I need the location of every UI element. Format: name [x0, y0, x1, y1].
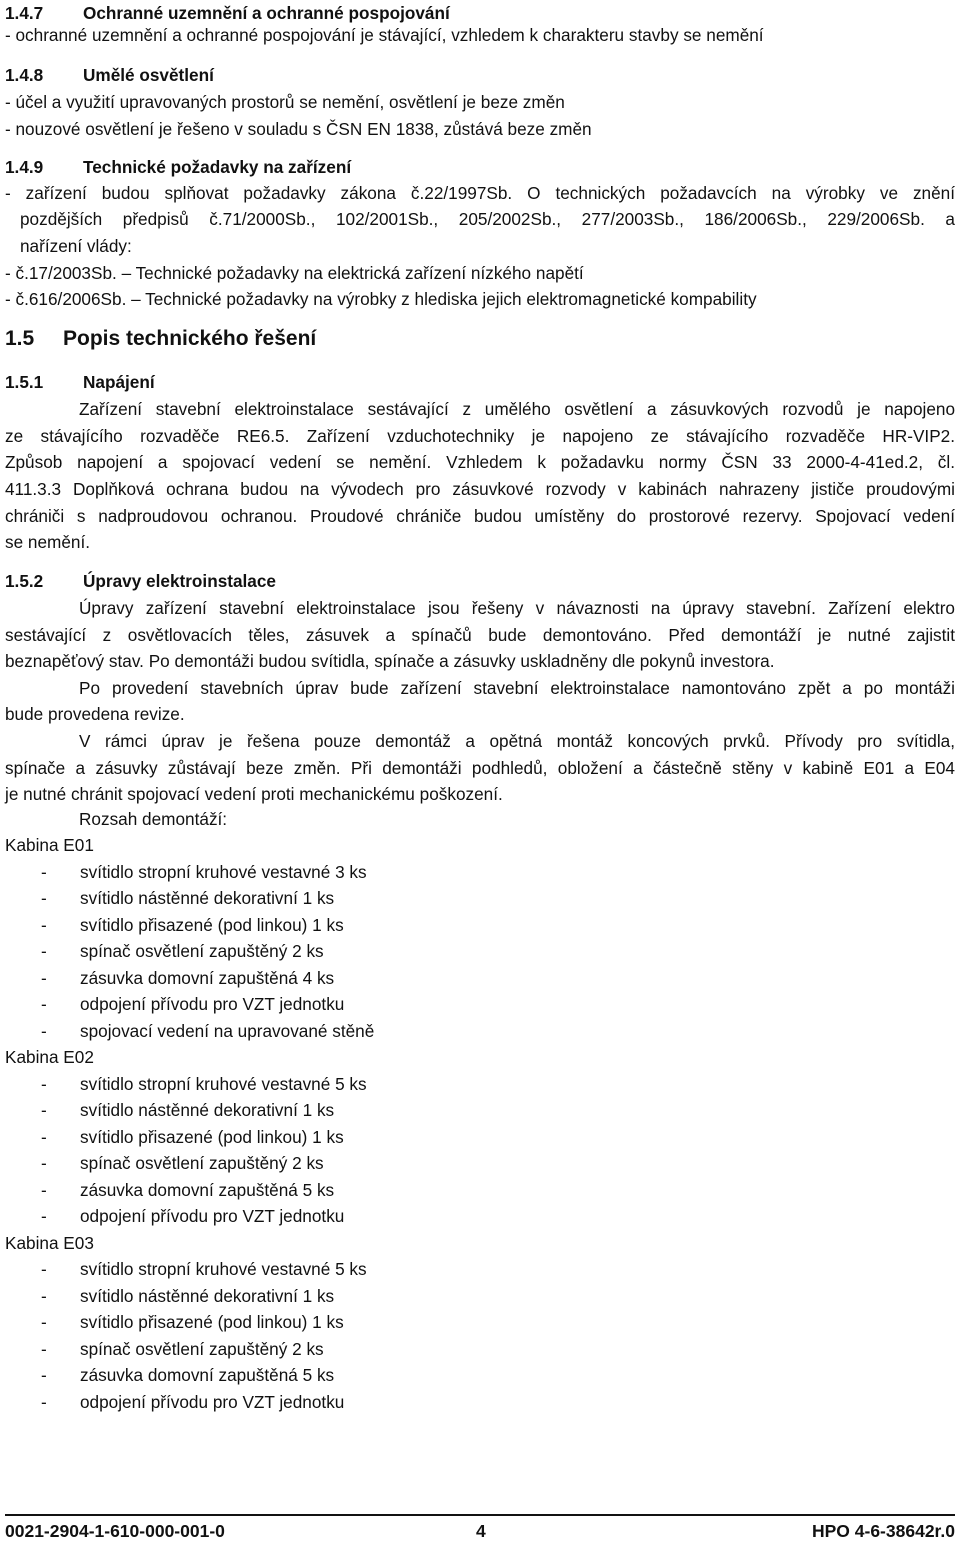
paragraph-line: Po provedení stavebních úprav bude zařízení stavební elektroinstalace namontováno zpět a po montáži: [79, 678, 955, 698]
section-heading-148: [5, 64, 214, 86]
section-heading-151: [5, 371, 155, 393]
section-number: 1.4.8: [5, 65, 44, 85]
paragraph-line: beznapěťový stav. Po demontáži budou svítidla, spínače a zásuvky uskladněny dle pokynů investora.: [5, 651, 775, 671]
list-item-text: svítidlo přisazené (pod linkou) 1 ks: [80, 914, 344, 935]
list-bullet: -: [41, 1020, 47, 1041]
cabin-heading: Kabina E01: [5, 835, 94, 855]
section-title: Napájení: [83, 372, 155, 392]
paragraph-line: - ochranné uzemnění a ochranné pospojování je stávající, vzhledem k charakteru stavby se nemění: [5, 25, 764, 45]
list-item-text: svítidlo stropní kruhové vestavné 5 ks: [80, 1259, 367, 1279]
list-bullet: -: [41, 994, 47, 1014]
paragraph-line: spínače a zásuvky zůstávají beze změn. Při demontáži podhledů, obložení a částečně stěny v kabině E01 a E04: [5, 758, 955, 778]
list-item-text: odpojení přívodu pro VZT jednotku: [80, 994, 345, 1014]
paragraph-line: Úpravy zařízení stavební elektroinstalace jsou řešeny v návaznosti na úpravy stavební. Zařízení elektro: [79, 598, 955, 618]
list-item-text: zásuvka domovní zapuštěná 4 ks: [80, 967, 335, 988]
list-bullet: -: [41, 967, 47, 988]
list-item-text: spínač osvětlení zapuštěný 2 ks: [80, 941, 324, 961]
paragraph-line: - č.616/2006Sb. – Technické požadavky na výrobky z hlediska jejich elektromagnetické kompability: [5, 289, 757, 309]
paragraph-line: - zařízení budou splňovat požadavky zákona č.22/1997Sb. O technických požadavcích na výrobky ve znění: [5, 183, 955, 203]
list-bullet: -: [41, 1365, 47, 1385]
list-bullet: -: [41, 1179, 47, 1200]
list-item-text: svítidlo stropní kruhové vestavné 5 ks: [80, 1073, 367, 1094]
list-item-text: spínač osvětlení zapuštěný 2 ks: [80, 1338, 324, 1359]
list-bullet: -: [41, 1259, 47, 1279]
list-item-text: svítidlo přisazené (pod linkou) 1 ks: [80, 1312, 344, 1332]
page-number: 4: [476, 1521, 486, 1541]
section-number: 1.4.9: [5, 157, 44, 177]
document-code: 0021-2904-1-610-000-001-0: [5, 1521, 225, 1541]
section-number: 1.5.1: [5, 372, 44, 392]
list-item-text: svítidlo nástěnné dekorativní 1 ks: [80, 1100, 335, 1120]
paragraph-line: - účel a využití upravovaných prostorů se nemění, osvětlení je beze změn: [5, 92, 565, 112]
section-title: Úpravy elektroinstalace: [83, 571, 276, 591]
section-title: Popis technického řešení: [63, 327, 317, 350]
list-bullet: -: [41, 1312, 47, 1332]
paragraph-line: Zařízení stavební elektroinstalace sestávající z umělého osvětlení a zásuvkových rozvodů je napojeno: [79, 399, 955, 419]
section-number: 1.5: [5, 327, 35, 350]
list-bullet: -: [41, 888, 47, 908]
paragraph-line: bude provedena revize.: [5, 704, 185, 724]
list-bullet: -: [41, 914, 47, 935]
list-item-text: odpojení přívodu pro VZT jednotku: [80, 1391, 345, 1412]
list-bullet: -: [41, 1073, 47, 1094]
section-number: 1.5.2: [5, 571, 44, 591]
list-bullet: -: [41, 1285, 47, 1306]
list-item-text: spojovací vedení na upravované stěně: [80, 1020, 375, 1041]
list-bullet: -: [41, 1391, 47, 1412]
section-title: Umělé osvětlení: [83, 65, 214, 85]
cabin-heading: Kabina E03: [5, 1232, 94, 1253]
list-item-text: svítidlo nástěnné dekorativní 1 ks: [80, 1285, 335, 1306]
list-bullet: -: [41, 1100, 47, 1120]
page-footer: [5, 1514, 955, 1541]
section-heading-152: [5, 570, 276, 592]
list-item-text: svítidlo přisazené (pod linkou) 1 ks: [80, 1126, 344, 1147]
paragraph-line: pozdějších předpisů č.71/2000Sb., 102/2001Sb., 205/2002Sb., 277/2003Sb., 186/2006Sb., 229/2006Sb. a: [20, 209, 955, 229]
section-title: Ochranné uzemnění a ochranné pospojování: [83, 3, 450, 23]
section-title: Technické požadavky na zařízení: [83, 157, 352, 177]
list-bullet: -: [41, 861, 47, 882]
paragraph-line: se nemění.: [5, 532, 91, 552]
paragraph-line: sestávající z osvětlovacích těles, zásuvek a spínačů bude demontováno. Před demontáží je nutné zajistit: [5, 625, 955, 645]
list-bullet: -: [41, 1126, 47, 1147]
list-bullet: -: [41, 1206, 47, 1226]
list-item-text: spínač osvětlení zapuštěný 2 ks: [80, 1153, 324, 1173]
paragraph-line: nařízení vlády:: [20, 236, 132, 256]
paragraph-line: 411.3.3 Doplňková ochrana budou na vývodech pro zásuvkové rozvody v kabinách nahrazeny jističe proudovými: [5, 479, 955, 499]
list-item-text: odpojení přívodu pro VZT jednotku: [80, 1206, 345, 1226]
paragraph-line: Způsob napojení a spojovací vedení se nemění. Vzhledem k požadavku normy ČSN 33 2000-4-41ed.2, čl.: [5, 452, 955, 472]
document-reference: HPO 4-6-38642r.0: [811, 1521, 955, 1541]
cabin-heading: Kabina E02: [5, 1047, 94, 1067]
paragraph-line: ze stávajícího rozvaděče RE6.5. Zařízení vzduchotechniky je napojeno ze stávajícího rozvaděče HR-VIP2.: [5, 426, 955, 446]
list-bullet: -: [41, 1338, 47, 1359]
list-item-text: svítidlo stropní kruhové vestavné 3 ks: [80, 861, 367, 882]
paragraph-line: - nouzové osvětlení je řešeno v souladu s ČSN EN 1838, zůstává beze změn: [5, 119, 592, 139]
list-item-text: svítidlo nástěnné dekorativní 1 ks: [80, 888, 335, 908]
chapter-heading-15: [5, 328, 316, 350]
paragraph-line: Rozsah demontáží:: [79, 809, 228, 829]
section-heading-147: [5, 2, 450, 24]
list-item-text: zásuvka domovní zapuštěná 5 ks: [80, 1179, 335, 1200]
paragraph-line: V rámci úprav je řešena pouze demontáž a opětná montáž koncových prvků. Přívody pro svítidla,: [79, 731, 955, 751]
paragraph-line: - č.17/2003Sb. – Technické požadavky na elektrická zařízení nízkého napětí: [5, 263, 584, 283]
list-bullet: -: [41, 1153, 47, 1173]
section-heading-149: [5, 156, 351, 178]
paragraph-line: chrániči s nadproudovou ochranou. Proudové chrániče budou umístěny do prostorové rezervy. Spojovací vedení: [5, 506, 955, 526]
list-bullet: -: [41, 941, 47, 961]
list-item-text: zásuvka domovní zapuštěná 5 ks: [80, 1365, 335, 1385]
section-number: 1.4.7: [5, 3, 44, 23]
paragraph-line: je nutné chránit spojovací vedení proti mechanickému poškození.: [5, 784, 503, 804]
